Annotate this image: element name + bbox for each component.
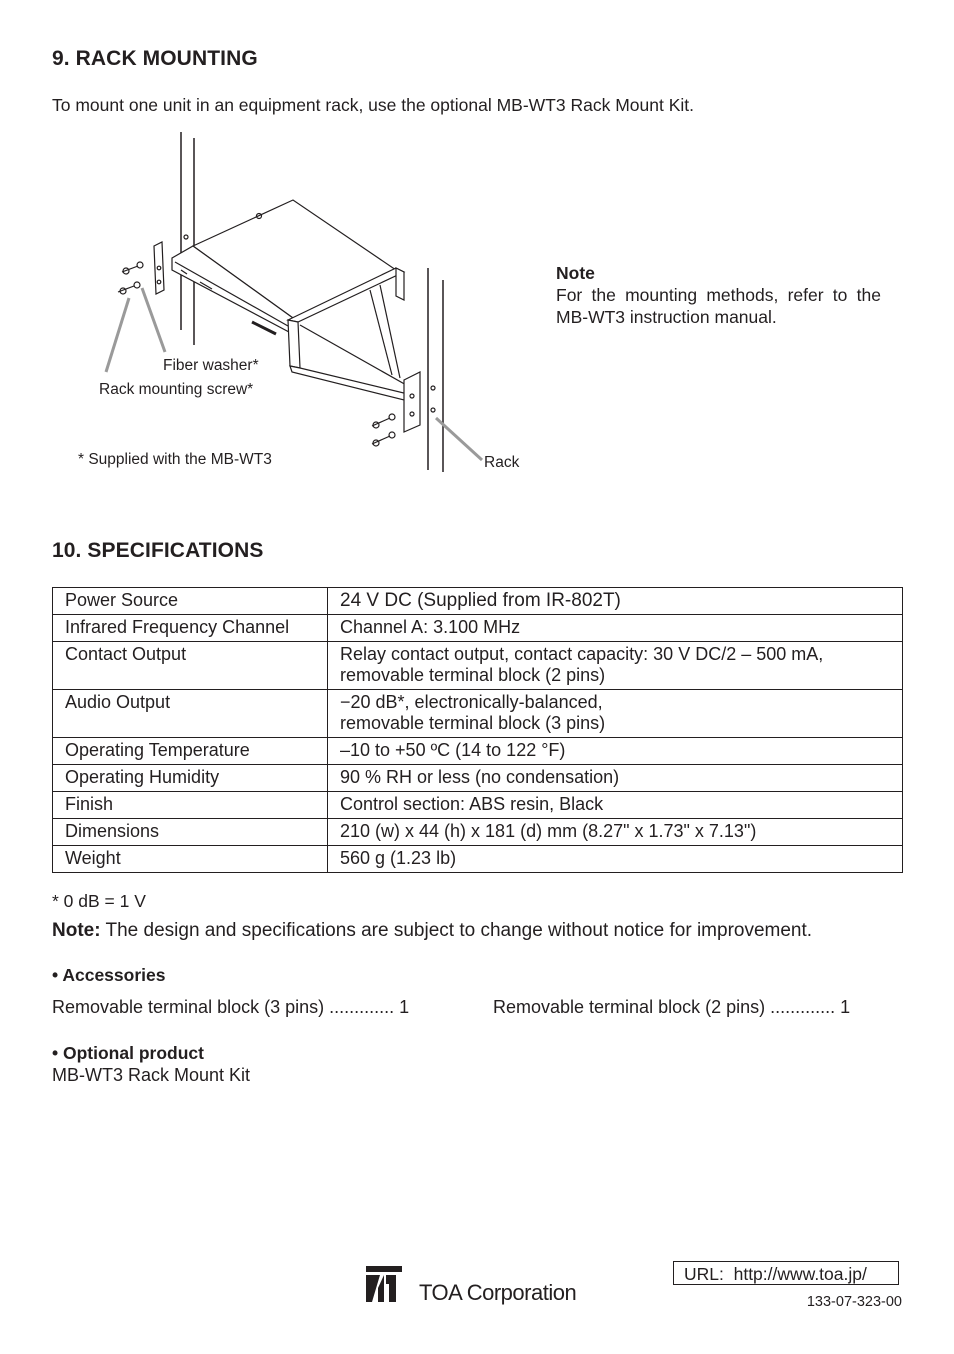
note-body: For the mounting methods, refer to the MB-WT3 instruction manual. [556,285,881,327]
accessories-heading: • Accessories [52,965,166,985]
spec-label: Finish [53,792,328,819]
spec-value: Relay contact output, contact capacity: 30 V DC/2 – 500 mA, [340,644,824,664]
accessory-item: Removable terminal block (3 pins) ............. 1 [52,997,410,1017]
spec-label: Infrared Frequency Channel [53,615,328,642]
spec-value-line2: removable terminal block (2 pins) [340,665,606,685]
spec-value: 210 (w) x 44 (h) x 181 (d) mm (8.27" x 1.73" x 7.13") [328,819,903,846]
table-row [53,819,903,846]
rack-label: Rack [484,454,520,471]
table-row [53,588,903,615]
mounting-note [556,262,881,328]
spec-label: Operating Temperature [53,738,328,765]
spec-value-cell [328,690,903,738]
table-row [53,615,903,642]
table-row [53,642,903,690]
spec-note-text: The design and specifications are subject to change without notice for improvement. [100,920,813,941]
spec-label: Power Source [53,588,328,615]
spec-value: Channel A: 3.100 MHz [328,615,903,642]
spec-note-label: Note: [52,920,101,941]
rack-mounting-heading: 9. RACK MOUNTING [52,47,258,70]
rack-screw-label: Rack mounting screw* [99,381,254,398]
rack-mount-diagram [60,128,540,478]
spec-value-line2: removable terminal block (3 pins) [340,713,606,733]
accessory-item: Removable terminal block (2 pins) ............. 1 [493,997,851,1017]
spec-label: Weight [53,846,328,873]
supplied-footnote: * Supplied with the MB-WT3 [78,451,272,468]
document-number: 133-07-323-00 [806,1294,902,1310]
fiber-washer-label: Fiber washer* [163,357,259,374]
spec-note [52,920,812,942]
spec-label: Operating Humidity [53,765,328,792]
spec-value: 90 % RH or less (no condensation) [328,765,903,792]
spec-value: 24 V DC (Supplied from IR-802T) [328,588,903,615]
optional-product-item: MB-WT3 Rack Mount Kit [52,1065,251,1085]
table-row [53,765,903,792]
table-row [53,690,903,738]
rack-mounting-intro: To mount one unit in an equipment rack, use the optional MB-WT3 Rack Mount Kit. [52,95,694,115]
table-row [53,792,903,819]
optional-product-heading: • Optional product [52,1043,204,1063]
spec-value: –10 to +50 ºC (14 to 122 °F) [328,738,903,765]
specifications-heading: 10. SPECIFICATIONS [52,539,264,562]
spec-label: Audio Output [53,690,328,738]
note-title: Note [556,263,595,283]
url-box[interactable]: URL: http://www.toa.jp/ [673,1261,899,1285]
spec-footnote: * 0 dB = 1 V [52,891,146,911]
spec-value: 560 g (1.23 lb) [328,846,903,873]
spec-label: Contact Output [53,642,328,690]
spec-value: −20 dB*, electronically-balanced, [340,692,603,712]
toa-logo-icon [366,1266,402,1302]
table-row [53,738,903,765]
table-row [53,846,903,873]
spec-value-cell [328,642,903,690]
spec-label: Dimensions [53,819,328,846]
company-name: TOA Corporation [419,1280,577,1305]
specifications-table [52,587,903,873]
spec-value: Control section: ABS resin, Black [328,792,903,819]
